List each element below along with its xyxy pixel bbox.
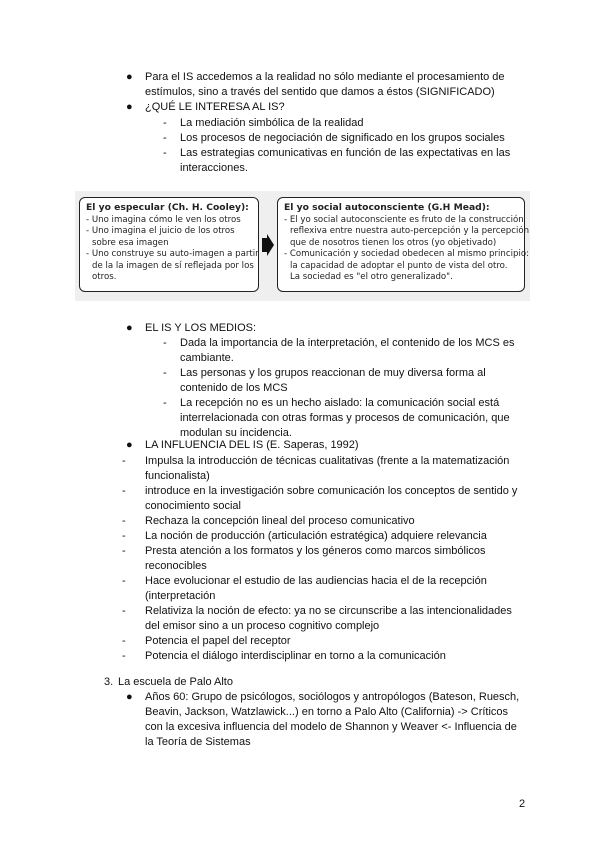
section-heading: ¿QUÉ LE INTERESA AL IS? (145, 101, 285, 113)
dash-marker: - (122, 455, 126, 467)
list-item: introduce en la investigación sobre comunicación los conceptos de sentido y (145, 485, 518, 497)
mead-line: - Comunicación y sociedad obedecen al mismo principio: (284, 249, 529, 259)
dash-marker: - (122, 635, 126, 647)
mead-line: la capacidad de adoptar el punto de vista del otro. (290, 260, 508, 271)
section-title: La escuela de Palo Alto (118, 676, 233, 688)
list-item: del emisor sino a un proceso cognitivo complejo (145, 620, 380, 632)
list-item: Las estrategias comunicativas en función de las expectativas en las (180, 147, 511, 159)
dash-marker: - (163, 397, 167, 409)
list-item: Relativiza la noción de efecto: ya no se circunscribe a las intencionalidades (145, 605, 512, 617)
dash-marker: - (122, 515, 126, 527)
cooley-line: otros. (92, 272, 117, 282)
list-item: Hace evolucionar el estudio de las audiencias hacia el de la recepción (145, 575, 487, 587)
cooley-line: - Uno imagina el juicio de los otros (86, 226, 235, 236)
list-item: funcionalista) (145, 470, 210, 482)
list-item: interrelacionada con otras formas y procesos de comunicación, que (180, 412, 510, 424)
mead-line: que de nosotros tienen los otros (yo objetivado) (290, 237, 497, 248)
page-number: 2 (519, 798, 526, 810)
bullet-icon: ● (126, 691, 133, 703)
dash-marker: - (163, 132, 167, 144)
list-item: modulan su incidencia. (180, 427, 292, 439)
paragraph-line: Años 60: Grupo de psicólogos, sociólogos y antropólogos (Bateson, Ruesch, (145, 691, 520, 703)
list-item: Impulsa la introducción de técnicas cualitativas (frente a la matematización (145, 455, 510, 467)
paragraph-line: Beavin, Jackson, Watzlawick...) en torno a Palo Alto (California) -> Críticos (145, 706, 509, 718)
dash-marker: - (163, 367, 167, 379)
list-item: Rechaza la concepción lineal del proceso comunicativo (145, 515, 415, 527)
bullet-icon: ● (126, 322, 133, 334)
list-item: La noción de producción (articulación estratégica) adquiere relevancia (145, 530, 487, 542)
dash-marker: - (122, 650, 126, 662)
paragraph-line: Para el IS accedemos a la realidad no sólo mediante el procesamiento de (145, 71, 505, 83)
paragraph-line: la Teoría de Sistemas (145, 736, 251, 748)
arrow-right-icon (261, 234, 275, 256)
dash-marker: - (122, 605, 126, 617)
dash-marker: - (163, 337, 167, 349)
dash-marker: - (122, 485, 126, 497)
list-item: cambiante. (180, 352, 234, 364)
list-item: Las personas y los grupos reaccionan de muy diversa forma al (180, 367, 486, 379)
bullet-icon: ● (126, 101, 133, 113)
section-heading: EL IS Y LOS MEDIOS: (145, 322, 257, 334)
list-item: Los procesos de negociación de significado en los grupos sociales (180, 132, 505, 144)
mead-line: reflexiva entre nuestra auto-percepción y la percepción (290, 226, 530, 236)
list-item: (interpretación (145, 590, 216, 602)
bullet-icon: ● (126, 71, 133, 83)
list-item: Dada la importancia de la interpretación, el contenido de los MCS es (180, 337, 515, 349)
dash-marker: - (122, 575, 126, 587)
cooley-line: - Uno imagina cómo le ven los otros (86, 214, 241, 225)
dash-marker: - (122, 530, 126, 542)
concept-diagram (75, 191, 530, 301)
cooley-title: El yo especular (Ch. H. Cooley): (86, 202, 249, 213)
section-heading: LA INFLUENCIA DEL IS (E. Saperas, 1992) (145, 439, 359, 451)
bullet-icon: ● (126, 439, 133, 451)
cooley-line: - Uno construye su auto-imagen a partir (86, 249, 259, 259)
mead-box (277, 197, 530, 292)
list-item: reconocibles (145, 560, 207, 572)
section-number: 3. (104, 676, 114, 688)
cooley-box (79, 197, 259, 292)
list-item: La mediación simbólica de la realidad (180, 117, 364, 129)
list-item: Presta atención a los formatos y los géneros como marcos simbólicos (145, 545, 486, 557)
mead-title: El yo social autoconsciente (G.H Mead): (284, 202, 490, 213)
dash-marker: - (122, 545, 126, 557)
cooley-line: sobre esa imagen (92, 237, 169, 248)
list-item: Potencia el diálogo interdisciplinar en torno a la comunicación (145, 650, 446, 662)
cooley-line: de la la imagen de sí reflejada por los (92, 260, 254, 271)
mead-line: La sociedad es "el otro generalizado". (290, 272, 453, 282)
list-item: contenido de los MCS (180, 382, 288, 394)
list-item: conocimiento social (145, 500, 241, 512)
paragraph-line: estímulos, sino a través del sentido que damos a éstos (SIGNIFICADO) (145, 86, 495, 98)
paragraph-line: con la excesiva influencia del modelo de Shannon y Weaver <- Influencia de (145, 721, 517, 733)
dash-marker: - (163, 117, 167, 129)
list-item: La recepción no es un hecho aislado: la comunicación social está (180, 397, 500, 409)
dash-marker: - (163, 147, 167, 159)
list-item: interacciones. (180, 162, 248, 174)
mead-line: - El yo social autoconsciente es fruto de la construcción (284, 214, 524, 225)
list-item: Potencia el papel del receptor (145, 635, 291, 647)
